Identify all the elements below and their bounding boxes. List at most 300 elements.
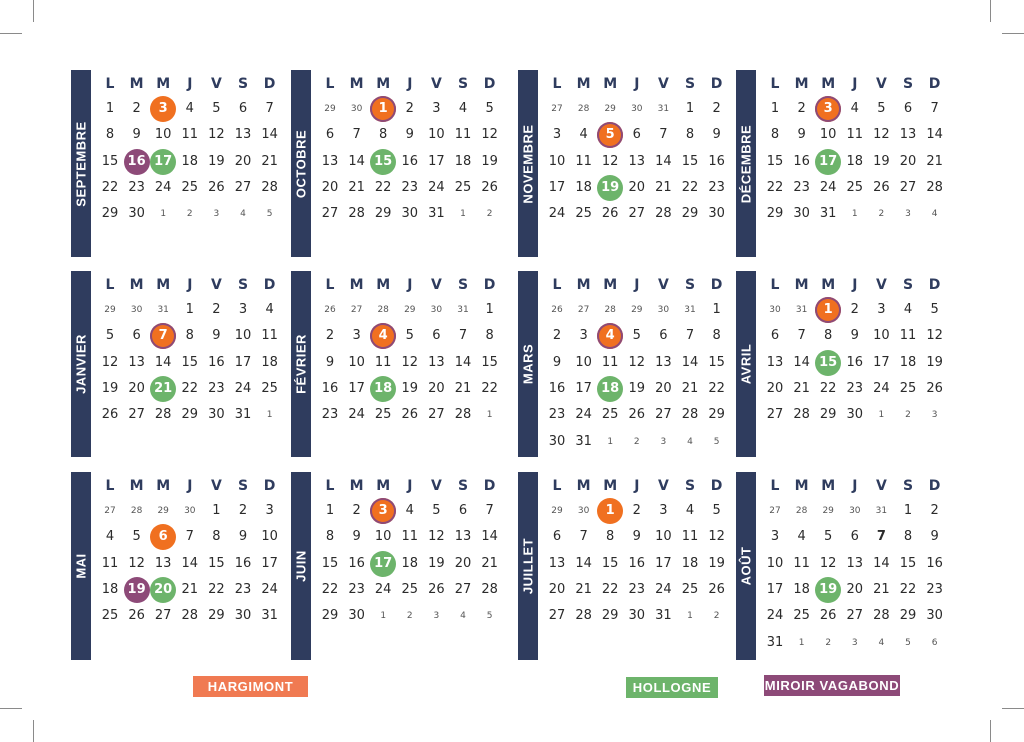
calendar-day: 3 bbox=[265, 503, 274, 518]
calendar-day: 10 bbox=[655, 529, 672, 545]
calendar-day: 20 bbox=[428, 380, 445, 396]
calendar-day: 25 bbox=[101, 608, 119, 624]
calendar-day: 30 bbox=[708, 206, 725, 222]
calendar-day: 26 bbox=[926, 380, 943, 396]
calendar-day: 8 bbox=[105, 127, 115, 143]
adjacent-month-day: 3 bbox=[851, 637, 858, 648]
weekday-header: V bbox=[875, 76, 887, 92]
calendar-day: 7 bbox=[185, 529, 194, 545]
adjacent-month-day: 27 bbox=[104, 506, 116, 516]
calendar-day: 31 bbox=[234, 407, 252, 423]
weekday-header: D bbox=[483, 76, 496, 92]
calendar-day: 12 bbox=[601, 153, 619, 169]
calendar-day: 28 bbox=[926, 179, 943, 195]
calendar-day: 28 bbox=[681, 407, 699, 423]
adjacent-month-day: 30 bbox=[184, 506, 196, 516]
calendar-day: 8 bbox=[824, 328, 833, 344]
weekday-header: M bbox=[156, 277, 171, 293]
calendar-day: 25 bbox=[181, 179, 199, 195]
month-name-bar bbox=[736, 271, 756, 457]
calendar-day: 2 bbox=[797, 101, 806, 116]
calendar-day: 29 bbox=[101, 206, 119, 222]
weekday-header: J bbox=[187, 478, 193, 494]
calendar-day: 22 bbox=[101, 179, 119, 195]
calendar-day: 12 bbox=[128, 555, 145, 571]
calendar-day: 21 bbox=[873, 581, 890, 597]
calendar-day: 31 bbox=[766, 634, 784, 650]
crop-mark bbox=[990, 0, 991, 22]
calendar-day: 17 bbox=[873, 354, 890, 370]
adjacent-month-day: 1 bbox=[486, 410, 493, 421]
calendar-day: 12 bbox=[628, 354, 646, 370]
adjacent-month-day: 1 bbox=[878, 410, 885, 421]
calendar-day: 3 bbox=[659, 503, 668, 518]
calendar-day: 12 bbox=[708, 529, 725, 545]
calendar-day: 11 bbox=[899, 328, 917, 344]
calendar-day: 30 bbox=[234, 608, 252, 624]
calendar-day: 4 bbox=[265, 302, 274, 317]
calendar-day: 10 bbox=[575, 354, 592, 370]
weekday-header: M bbox=[794, 277, 809, 293]
calendar-day: 5 bbox=[632, 328, 641, 344]
calendar-day: 11 bbox=[575, 153, 592, 169]
calendar-day: 10 bbox=[154, 127, 172, 143]
event-day: 7 bbox=[150, 323, 176, 349]
calendar-day: 8 bbox=[379, 127, 388, 143]
month-juin bbox=[291, 472, 506, 660]
calendar-day: 24 bbox=[374, 581, 392, 597]
weekday-header: M bbox=[603, 478, 618, 494]
weekday-header: V bbox=[430, 76, 442, 92]
month-name-bar bbox=[291, 271, 311, 457]
event-day: 15 bbox=[370, 149, 396, 175]
adjacent-month-day: 2 bbox=[633, 436, 640, 447]
calendar-day: 1 bbox=[485, 302, 494, 317]
adjacent-month-day: 1 bbox=[160, 209, 167, 220]
weekday-header: L bbox=[770, 76, 780, 92]
month-name: AVRIL bbox=[738, 343, 754, 385]
calendar-day: 25 bbox=[793, 608, 810, 624]
month-name-bar bbox=[518, 70, 538, 257]
calendar-day: 27 bbox=[766, 407, 784, 423]
calendar-day: 15 bbox=[101, 153, 119, 169]
weekday-header: V bbox=[210, 76, 222, 92]
month-name: NOVEMBRE bbox=[520, 123, 536, 204]
weekday-header: S bbox=[237, 478, 249, 494]
adjacent-month-day: 31 bbox=[157, 305, 169, 315]
calendar-day: 13 bbox=[321, 153, 339, 169]
calendar-day: 12 bbox=[481, 127, 498, 143]
adjacent-month-day: 4 bbox=[460, 611, 466, 622]
calendar-day: 31 bbox=[819, 206, 837, 222]
adjacent-month-day: 29 bbox=[324, 104, 336, 114]
calendar-day: 29 bbox=[681, 206, 699, 222]
calendar-day: 28 bbox=[261, 179, 278, 195]
calendar-day: 30 bbox=[793, 206, 810, 222]
calendar-day: 28 bbox=[575, 608, 592, 624]
calendar-day: 16 bbox=[234, 555, 252, 571]
calendar-day: 6 bbox=[552, 529, 562, 545]
weekday-header: J bbox=[407, 76, 413, 92]
crop-mark bbox=[0, 33, 22, 34]
calendar-day: 31 bbox=[655, 608, 672, 624]
weekday-header: M bbox=[576, 277, 591, 293]
crop-mark bbox=[33, 0, 34, 22]
month-name-bar bbox=[291, 472, 311, 660]
calendar-day: 23 bbox=[401, 179, 419, 195]
adjacent-month-day: 31 bbox=[657, 104, 670, 114]
calendar-day: 29 bbox=[208, 608, 225, 624]
adjacent-month-day: 28 bbox=[795, 506, 808, 516]
calendar-day: 23 bbox=[926, 581, 943, 597]
event-day: 20 bbox=[150, 577, 176, 603]
adjacent-month-day: 28 bbox=[604, 305, 616, 315]
event-day: 17 bbox=[815, 149, 841, 175]
calendar-day: 28 bbox=[348, 206, 365, 222]
calendar-day: 6 bbox=[770, 328, 780, 344]
calendar-day: 10 bbox=[261, 529, 278, 545]
calendar-day: 6 bbox=[659, 328, 668, 344]
calendar-day: 1 bbox=[770, 101, 780, 116]
calendar-day: 5 bbox=[824, 529, 833, 545]
calendar-day: 15 bbox=[766, 153, 784, 169]
month-name: FÉVRIER bbox=[293, 334, 309, 394]
calendar-day: 22 bbox=[321, 581, 339, 597]
calendar-day: 10 bbox=[348, 354, 365, 370]
weekday-header: L bbox=[552, 478, 562, 494]
calendar-day: 24 bbox=[819, 179, 837, 195]
calendar-day: 1 bbox=[685, 101, 695, 116]
calendar-day: 26 bbox=[628, 407, 646, 423]
calendar-day: 2 bbox=[352, 503, 361, 518]
calendar-day: 21 bbox=[261, 153, 278, 169]
calendar-day: 28 bbox=[481, 581, 498, 597]
calendar-day: 19 bbox=[428, 555, 445, 571]
weekday-header: M bbox=[129, 478, 144, 494]
month-name: OCTOBRE bbox=[293, 129, 309, 198]
calendar-day: 26 bbox=[873, 179, 890, 195]
adjacent-month-day: 26 bbox=[324, 305, 336, 315]
calendar-day: 7 bbox=[265, 101, 274, 116]
calendar-day: 21 bbox=[655, 179, 672, 195]
weekday-header: D bbox=[263, 277, 276, 293]
weekday-header: M bbox=[821, 478, 836, 494]
calendar-day: 22 bbox=[819, 380, 837, 396]
weekday-header: V bbox=[430, 277, 442, 293]
month-name-bar bbox=[71, 70, 91, 257]
calendar-day: 18 bbox=[401, 555, 419, 571]
calendar-day: 24 bbox=[261, 581, 278, 597]
weekday-header: L bbox=[325, 277, 335, 293]
calendar-day: 11 bbox=[261, 328, 278, 344]
weekday-header: D bbox=[928, 277, 941, 293]
calendar-day: 6 bbox=[325, 127, 335, 143]
calendar-day: 8 bbox=[606, 529, 615, 545]
calendar-day: 9 bbox=[850, 328, 859, 344]
weekday-header: J bbox=[407, 277, 413, 293]
calendar-day: 20 bbox=[766, 380, 784, 396]
calendar-day: 24 bbox=[766, 608, 784, 624]
adjacent-month-day: 27 bbox=[551, 104, 563, 114]
calendar-day: 31 bbox=[575, 433, 592, 449]
crop-mark bbox=[33, 720, 34, 742]
calendar-day: 2 bbox=[552, 328, 562, 344]
calendar-day: 19 bbox=[101, 380, 119, 396]
month-name: MARS bbox=[520, 343, 536, 385]
event-day: 15 bbox=[815, 350, 841, 376]
calendar-day: 6 bbox=[432, 328, 441, 344]
event-day: 3 bbox=[815, 96, 841, 122]
calendar-day: 16 bbox=[926, 555, 943, 571]
calendar-day: 7 bbox=[579, 529, 588, 545]
calendar-day: 11 bbox=[101, 555, 119, 571]
calendar-day: 13 bbox=[128, 354, 145, 370]
calendar-day: 8 bbox=[903, 529, 913, 545]
calendar-day: 25 bbox=[681, 581, 699, 597]
calendar-day: 27 bbox=[548, 608, 566, 624]
calendar-day: 22 bbox=[708, 380, 725, 396]
calendar-day: 2 bbox=[632, 503, 641, 518]
calendar-day: 20 bbox=[899, 153, 917, 169]
calendar-day: 25 bbox=[374, 407, 392, 423]
calendar-day: 3 bbox=[352, 328, 361, 344]
weekday-header: V bbox=[210, 478, 222, 494]
weekday-header: D bbox=[928, 76, 941, 92]
month-name-bar bbox=[518, 472, 538, 660]
crop-mark bbox=[1002, 33, 1024, 34]
weekday-header: J bbox=[187, 277, 193, 293]
legend-hargimont: HARGIMONT bbox=[193, 676, 308, 697]
calendar-day: 21 bbox=[348, 179, 365, 195]
month-novembre bbox=[518, 70, 733, 257]
calendar-day: 17 bbox=[655, 555, 672, 571]
weekday-header: L bbox=[325, 76, 335, 92]
month-octobre bbox=[291, 70, 506, 257]
weekday-header: J bbox=[634, 478, 640, 494]
adjacent-month-day: 2 bbox=[878, 209, 885, 220]
calendar-day: 18 bbox=[454, 153, 472, 169]
calendar-day: 6 bbox=[458, 503, 468, 518]
calendar-day: 20 bbox=[548, 581, 566, 597]
calendar-day: 22 bbox=[181, 380, 199, 396]
calendar-day: 14 bbox=[681, 354, 699, 370]
calendar-day: 20 bbox=[655, 380, 672, 396]
calendar-day: 4 bbox=[685, 503, 695, 518]
calendar-day: 6 bbox=[903, 101, 913, 116]
calendar-day: 18 bbox=[181, 153, 199, 169]
calendar-day: 2 bbox=[325, 328, 335, 344]
calendar-day: 30 bbox=[548, 433, 566, 449]
adjacent-month-day: 30 bbox=[657, 305, 670, 315]
calendar-day: 7 bbox=[352, 127, 361, 143]
calendar-day: 14 bbox=[575, 555, 592, 571]
calendar-day: 1 bbox=[212, 503, 221, 518]
calendar-day: 29 bbox=[321, 608, 339, 624]
calendar-day: 24 bbox=[655, 581, 672, 597]
weekday-header: M bbox=[349, 76, 364, 92]
calendar-day: 21 bbox=[575, 581, 592, 597]
calendar-day: 5 bbox=[105, 328, 115, 344]
calendar-day: 24 bbox=[873, 380, 890, 396]
weekday-header: J bbox=[852, 277, 858, 293]
calendar-day: 9 bbox=[797, 127, 806, 143]
calendar-day: 1 bbox=[325, 503, 335, 518]
weekday-header: D bbox=[483, 277, 496, 293]
adjacent-month-day: 5 bbox=[713, 436, 720, 447]
calendar-day: 11 bbox=[846, 127, 864, 143]
month-septembre bbox=[71, 70, 286, 257]
month-aout bbox=[736, 472, 951, 660]
calendar-day: 4 bbox=[579, 127, 588, 143]
weekday-header: S bbox=[237, 277, 249, 293]
month-juillet bbox=[518, 472, 733, 660]
calendar-day: 23 bbox=[548, 407, 566, 423]
weekday-header: J bbox=[187, 76, 193, 92]
calendar-day: 2 bbox=[712, 101, 721, 116]
calendar-day: 30 bbox=[208, 407, 225, 423]
month-mars bbox=[518, 271, 733, 457]
calendar-day: 17 bbox=[575, 380, 592, 396]
adjacent-month-day: 31 bbox=[684, 305, 696, 315]
calendar-day: 15 bbox=[321, 555, 339, 571]
adjacent-month-day: 3 bbox=[931, 410, 938, 421]
calendar-day: 8 bbox=[685, 127, 695, 143]
calendar-day: 22 bbox=[481, 380, 498, 396]
month-name: JUIN bbox=[293, 550, 309, 582]
weekday-header: D bbox=[483, 478, 496, 494]
weekday-header: S bbox=[237, 76, 249, 92]
calendar-day: 6 bbox=[850, 529, 859, 545]
month-fevrier bbox=[291, 271, 506, 457]
adjacent-month-day: 3 bbox=[213, 209, 220, 220]
calendar-day: 19 bbox=[708, 555, 725, 571]
weekday-header: S bbox=[902, 478, 914, 494]
calendar-day: 26 bbox=[428, 581, 445, 597]
calendar-day: 4 bbox=[850, 101, 859, 116]
calendar-day: 23 bbox=[793, 179, 810, 195]
weekday-header: J bbox=[634, 76, 640, 92]
calendar-day: 25 bbox=[454, 179, 472, 195]
calendar-day: 4 bbox=[185, 101, 194, 116]
adjacent-month-day: 1 bbox=[798, 637, 805, 648]
weekday-header: S bbox=[457, 76, 469, 92]
calendar-day: 10 bbox=[766, 555, 784, 571]
weekday-header: M bbox=[576, 478, 591, 494]
calendar-day: 18 bbox=[101, 581, 119, 597]
weekday-header: L bbox=[105, 76, 115, 92]
event-day: 1 bbox=[815, 297, 841, 323]
weekday-header: S bbox=[684, 277, 696, 293]
calendar-day: 19 bbox=[401, 380, 419, 396]
calendar-day: 24 bbox=[154, 179, 172, 195]
calendar-day: 15 bbox=[899, 555, 917, 571]
calendar-day: 23 bbox=[846, 380, 864, 396]
calendar-day: 27 bbox=[154, 608, 172, 624]
calendar-day: 5 bbox=[132, 529, 141, 545]
calendar-day: 8 bbox=[212, 529, 221, 545]
calendar-day: 8 bbox=[770, 127, 780, 143]
calendar-day: 26 bbox=[819, 608, 837, 624]
adjacent-month-day: 2 bbox=[713, 611, 720, 622]
weekday-header: S bbox=[902, 277, 914, 293]
calendar-day: 28 bbox=[873, 608, 890, 624]
weekday-header: L bbox=[770, 478, 780, 494]
calendar-day: 11 bbox=[681, 529, 699, 545]
legend-miroir-vagabond: MIROIR VAGABOND bbox=[764, 675, 900, 696]
calendar-day: 17 bbox=[548, 179, 566, 195]
calendar-day: 6 bbox=[632, 127, 641, 143]
calendar-day: 21 bbox=[481, 555, 498, 571]
calendar-day: 8 bbox=[325, 529, 335, 545]
weekday-header: L bbox=[325, 478, 335, 494]
calendar-day: 7 bbox=[876, 529, 886, 545]
weekday-header: S bbox=[902, 76, 914, 92]
calendar-day: 14 bbox=[926, 127, 943, 143]
adjacent-month-day: 2 bbox=[406, 611, 413, 622]
calendar-day: 9 bbox=[352, 529, 361, 545]
calendar-day: 25 bbox=[899, 380, 917, 396]
calendar-day: 18 bbox=[793, 581, 810, 597]
calendar-day: 21 bbox=[793, 380, 810, 396]
calendar-day: 22 bbox=[208, 581, 225, 597]
calendar-day: 10 bbox=[548, 153, 566, 169]
calendar-day: 24 bbox=[575, 407, 592, 423]
calendar-day: 18 bbox=[846, 153, 864, 169]
calendar-day: 30 bbox=[628, 608, 646, 624]
calendar-day: 16 bbox=[401, 153, 419, 169]
calendar-day: 13 bbox=[655, 354, 672, 370]
calendar-day: 3 bbox=[238, 302, 248, 317]
adjacent-month-day: 31 bbox=[875, 506, 888, 516]
calendar-day: 26 bbox=[401, 407, 419, 423]
event-day: 3 bbox=[150, 96, 176, 122]
calendar-day: 15 bbox=[481, 354, 498, 370]
adjacent-month-day: 29 bbox=[551, 506, 563, 516]
adjacent-month-day: 2 bbox=[825, 637, 832, 648]
calendar-day: 22 bbox=[766, 179, 784, 195]
weekday-header: M bbox=[376, 277, 391, 293]
calendar-day: 9 bbox=[712, 127, 721, 143]
calendar-day: 26 bbox=[128, 608, 145, 624]
calendar-day: 7 bbox=[458, 328, 468, 344]
calendar-day: 9 bbox=[238, 529, 248, 545]
adjacent-month-day: 3 bbox=[433, 611, 440, 622]
event-day: 4 bbox=[597, 323, 623, 349]
calendar-day: 3 bbox=[770, 529, 780, 545]
legend-hollogne: HOLLOGNE bbox=[626, 677, 718, 698]
weekday-header: V bbox=[210, 277, 222, 293]
calendar-day: 13 bbox=[548, 555, 566, 571]
adjacent-month-day: 2 bbox=[486, 209, 493, 220]
calendar-day: 25 bbox=[401, 581, 419, 597]
weekday-header: S bbox=[684, 76, 696, 92]
calendar-day: 13 bbox=[846, 555, 864, 571]
calendar-day: 6 bbox=[238, 101, 248, 116]
event-day: 6 bbox=[150, 524, 176, 550]
calendar-day: 12 bbox=[401, 354, 419, 370]
calendar-day: 14 bbox=[481, 529, 498, 545]
month-name: JUILLET bbox=[520, 537, 536, 595]
calendar-day: 14 bbox=[793, 354, 810, 370]
event-day: 19 bbox=[124, 577, 150, 603]
calendar-day: 21 bbox=[681, 380, 699, 396]
calendar-day: 27 bbox=[899, 179, 917, 195]
calendar-day: 14 bbox=[154, 354, 172, 370]
calendar-day: 5 bbox=[432, 503, 441, 518]
adjacent-month-day: 4 bbox=[240, 209, 246, 220]
weekday-header: S bbox=[457, 277, 469, 293]
calendar-day: 16 bbox=[321, 380, 339, 396]
